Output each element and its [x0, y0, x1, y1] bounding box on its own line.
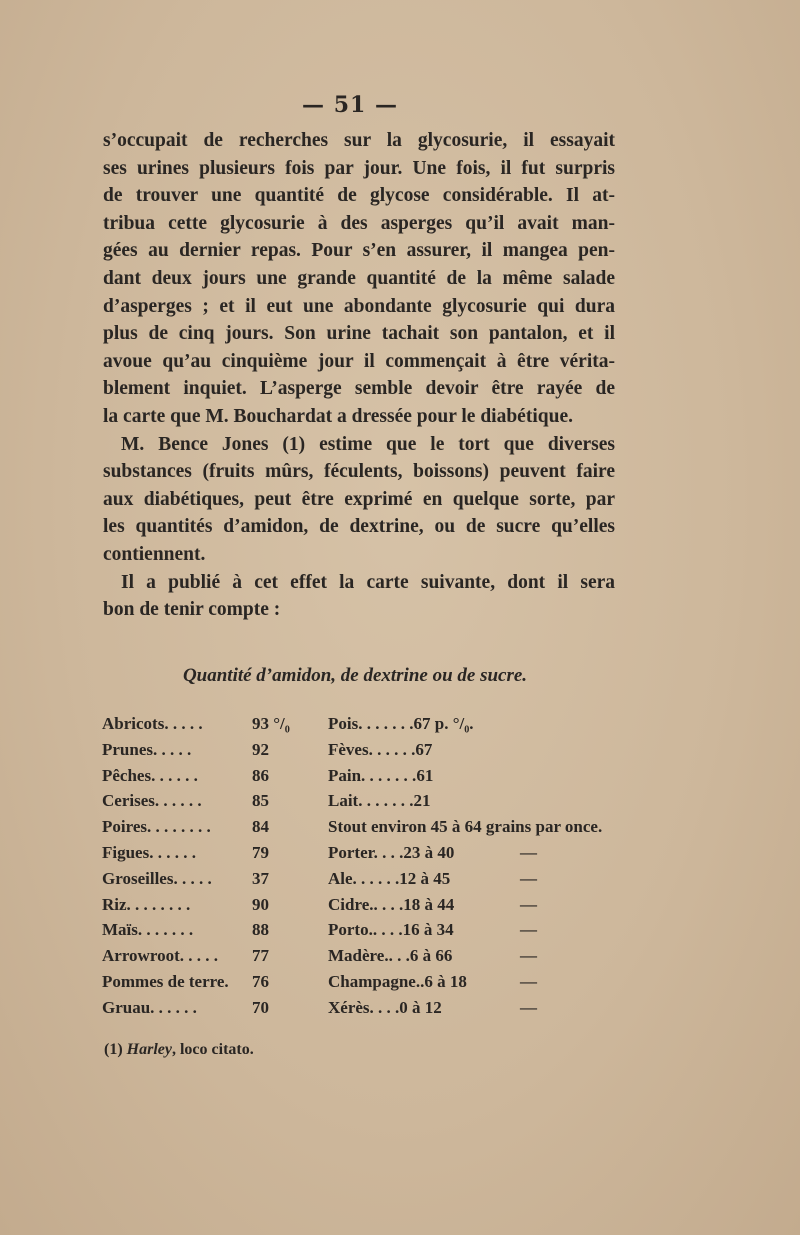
- ditto-dash: —: [520, 920, 537, 940]
- text-line: plus de cinq jours. Son urine tachait son pantalon, et il: [103, 323, 615, 345]
- table-left-column: [102, 711, 292, 1021]
- table-row: [328, 711, 603, 737]
- table-row: [328, 969, 603, 995]
- item-value: 37: [252, 868, 269, 888]
- page-number: — 51 —: [302, 92, 398, 118]
- table-row: [102, 969, 292, 995]
- item-name: Xérès. . . .: [328, 997, 400, 1017]
- footnote: [104, 1041, 254, 1059]
- table-row: [102, 917, 292, 943]
- item-value: 67 p. °/₀.: [413, 714, 474, 733]
- paragraph-3: [103, 569, 615, 624]
- paragraph-1: [103, 127, 615, 431]
- item-name: Prunes. . . . .: [102, 739, 192, 759]
- item-name: Pommes de terre.: [102, 971, 229, 991]
- item-value: 93 °/₀: [252, 714, 290, 733]
- item-value: 70: [252, 997, 269, 1017]
- item-name: Gruau. . . . . .: [102, 997, 197, 1017]
- text-line: blement inquiet. L’asperge semble devoir être rayée de: [103, 378, 615, 400]
- item-value: 79: [252, 842, 269, 862]
- paragraph-2: [103, 431, 615, 569]
- table-row: [328, 737, 603, 763]
- ditto-dash: —: [520, 842, 537, 862]
- item-value: 16 à 34: [402, 920, 454, 940]
- table-row: [102, 943, 292, 969]
- item-name: Pêches. . . . . .: [102, 765, 198, 785]
- text-line: gées au dernier repas. Pour s’en assurer, il mangea pen-: [103, 240, 615, 262]
- table-row: [102, 711, 292, 737]
- body-text: [103, 127, 615, 624]
- item-name: Fèves. . . . . .: [328, 739, 416, 759]
- text-line: ses urines plusieurs fois par jour. Une fois, il fut surpris: [103, 157, 615, 179]
- ditto-dash: —: [520, 997, 537, 1017]
- text-line: de trouver une quantité de glycose considérable. Il at-: [103, 185, 615, 207]
- item-name: Pois. . . . . . .: [328, 714, 414, 733]
- text-line: aux diabétiques, peut être exprimé en quelque sorte, par: [103, 488, 615, 510]
- item-name: Cerises. . . . . .: [102, 791, 202, 811]
- item-name: Maïs. . . . . . .: [102, 920, 194, 940]
- ditto-dash: —: [520, 946, 537, 966]
- item-name: Porto.. . . .: [328, 920, 403, 940]
- item-value: 0 à 12: [399, 997, 442, 1017]
- table-row: [102, 763, 292, 789]
- item-name: Figues. . . . . .: [102, 842, 196, 862]
- table-right-column: [328, 711, 603, 1021]
- text-line: bon de tenir compte :: [103, 599, 281, 621]
- item-value: 61: [416, 765, 434, 785]
- table-row: [328, 943, 603, 969]
- text-line: d’asperges ; et il eut une abondante glycosurie qui dura: [103, 295, 615, 317]
- item-value: 84: [252, 817, 269, 837]
- footnote-marker: (1): [104, 1041, 123, 1058]
- text-line: tribua cette glycosurie à des asperges qu’il avait man-: [103, 212, 615, 234]
- table-row: [102, 866, 292, 892]
- item-value: 23 à 40: [403, 842, 455, 862]
- text-line: substances (fruits mûrs, féculents, boissons) peuvent faire: [103, 461, 615, 483]
- ditto-dash: —: [520, 868, 537, 888]
- table-title: Quantité d’amidon, de dextrine ou de sucre.: [182, 665, 528, 686]
- item-value: 86: [252, 765, 269, 785]
- footnote-text: , loco citato.: [171, 1041, 254, 1058]
- item-value: 90: [252, 894, 269, 914]
- text-line: contiennent.: [103, 543, 206, 565]
- text-line: les quantités d’amidon, de dextrine, ou de sucre qu’elles: [103, 516, 615, 538]
- item-name: Lait. . . . . . .: [328, 791, 414, 811]
- footnote-author: Harley: [126, 1041, 172, 1058]
- table-row: [328, 917, 603, 943]
- item-value: 88: [252, 920, 269, 940]
- text-line: s’occupait de recherches sur la glycosurie, il essayait: [103, 130, 615, 151]
- item-value: 6 à 66: [409, 946, 453, 966]
- text-line: la carte que M. Bouchardat a dressée pour le diabétique.: [103, 405, 573, 427]
- table-row: [102, 737, 292, 763]
- item-value: 18 à 44: [403, 894, 455, 914]
- item-value: 12 à 45: [399, 868, 451, 888]
- item-name: Abricots. . . . .: [102, 714, 203, 733]
- text-line: Il a publié à cet effet la carte suivante, dont il sera: [121, 571, 615, 593]
- item-name: Madère.. . .: [328, 946, 410, 966]
- item-value: 76: [252, 971, 269, 991]
- item-name: Stout environ 45 à 64 grains par once.: [328, 817, 603, 837]
- table-row: [102, 892, 292, 918]
- table-row: [328, 763, 603, 789]
- item-name: Pain. . . . . . .: [328, 765, 417, 785]
- item-name: Champagne..: [328, 971, 425, 991]
- table-row: [102, 814, 292, 840]
- item-value: 67: [415, 739, 433, 759]
- item-name: Porter. . . .: [328, 842, 404, 862]
- table-row: [102, 840, 292, 866]
- item-value: 85: [252, 791, 269, 811]
- ditto-dash: —: [520, 971, 537, 991]
- table-row: [328, 892, 603, 918]
- ditto-dash: —: [520, 894, 537, 914]
- table-row: [102, 995, 292, 1021]
- table-row: [328, 788, 603, 814]
- item-value: 92: [252, 739, 269, 759]
- item-value: 77: [252, 946, 269, 966]
- item-name: Poires. . . . . . . .: [102, 817, 211, 837]
- table-row: [102, 788, 292, 814]
- text-line: dant deux jours une grande quantité de la même salade: [103, 267, 615, 289]
- item-name: Ale. . . . . .: [328, 868, 400, 888]
- table-row: [328, 814, 603, 840]
- item-name: Cidre.. . . .: [328, 894, 404, 914]
- item-value: 6 à 18: [424, 971, 467, 991]
- text-line: M. Bence Jones (1) estime que le tort que diverses: [121, 433, 615, 455]
- table-row: [328, 866, 603, 892]
- table-row: [328, 995, 603, 1021]
- item-name: Riz. . . . . . . .: [102, 894, 191, 914]
- text-line: avoue qu’au cinquième jour il commençait à être vérita-: [103, 350, 615, 372]
- item-name: Groseilles. . . . .: [102, 868, 212, 888]
- table-row: [328, 840, 603, 866]
- item-value: 21: [413, 791, 431, 811]
- item-name: Arrowroot. . . . .: [102, 946, 218, 966]
